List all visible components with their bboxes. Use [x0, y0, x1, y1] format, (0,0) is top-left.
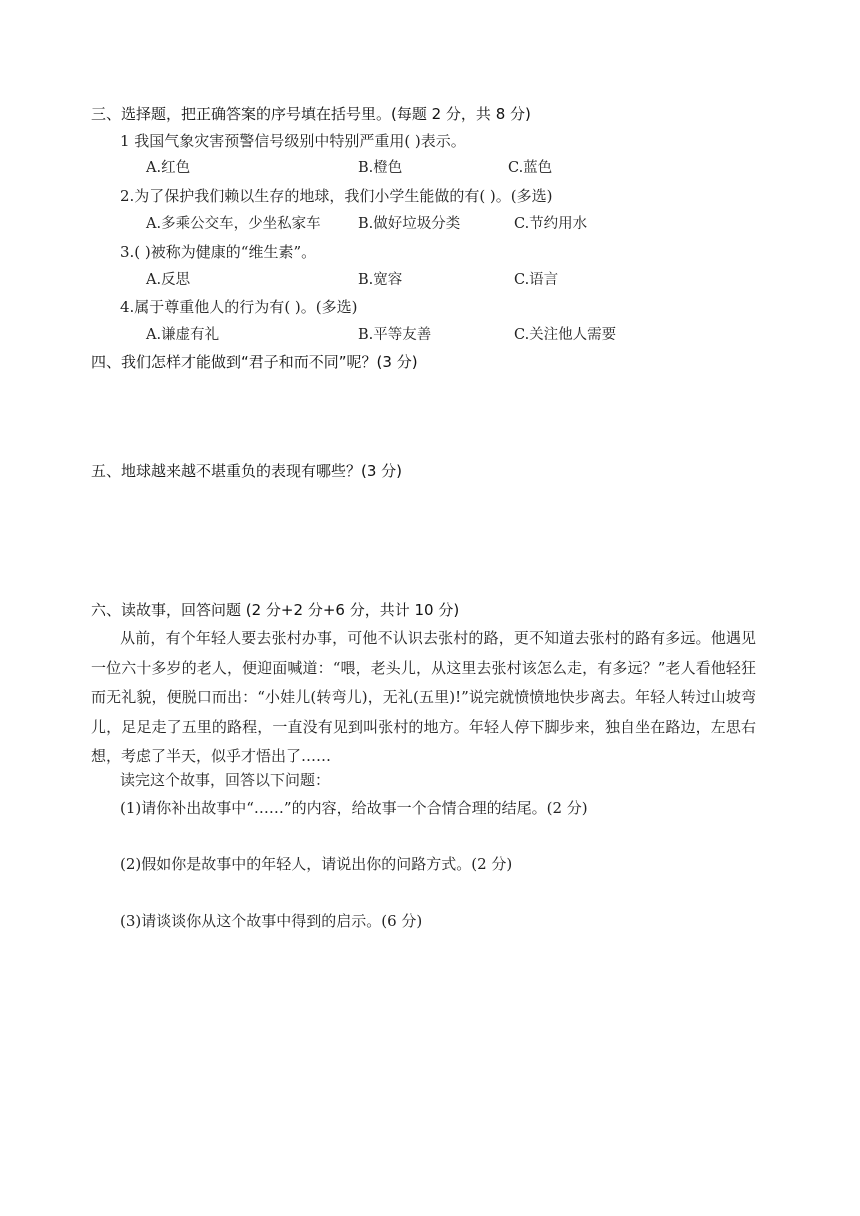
story-question-1: (1)请你补出故事中“……”的内容，给故事一个合情合理的结尾。(2 分)	[120, 799, 588, 817]
option-3-4-b: B.平等友善	[358, 327, 432, 343]
section-4-title: 四、我们怎样才能做到“君子和而不同”呢？(3 分)	[91, 353, 418, 371]
option-3-3-b: B.宽容	[358, 272, 403, 288]
option-3-3-a: A.反思	[146, 272, 191, 288]
question-3-2: 2.为了保护我们赖以生存的地球，我们小学生能做的有( )。(多选)	[120, 187, 553, 205]
option-3-2-b: B.做好垃圾分类	[358, 216, 461, 232]
story-prompt: 读完这个故事，回答以下问题：	[120, 771, 331, 789]
section-6-title: 六、读故事，回答问题 (2 分+2 分+6 分，共计 10 分)	[91, 601, 460, 619]
question-3-3: 3.( )被称为健康的“维生素”。	[120, 243, 317, 261]
question-3-1: 1 我国气象灾害预警信号级别中特别严重用( )表示。	[120, 132, 466, 150]
option-3-4-a: A.谦虚有礼	[146, 327, 220, 343]
option-3-4-c: C.关注他人需要	[514, 327, 617, 343]
option-3-1-a: A.红色	[146, 160, 191, 176]
story-question-3: (3)请谈谈你从这个故事中得到的启示。(6 分)	[120, 912, 423, 930]
story-question-2: (2)假如你是故事中的年轻人，请说出你的问路方式。(2 分)	[120, 855, 513, 873]
story-text: 从前，有个年轻人要去张村办事，可他不认识去张村的路，更不知道去张村的路有多远。他遇见一位六十多岁的老人，便迎面喊道：“喂，老头儿，从这里去张村该怎么走，有多远？”老人看他轻狂而无礼貌，便脱口而出：“小娃儿(转弯儿)，无礼(五里)!”说完就愤愤地快步离去。年轻人转过山坡弯儿，足足走了五里的路程，一直没有见到叫张村的地方。年轻人停下脚步来，独自坐在路边，左思右想，考虑了半天，似乎才悟出了……	[91, 629, 756, 765]
section-5-title: 五、地球越来越不堪重负的表现有哪些？(3 分)	[91, 462, 403, 480]
option-3-2-c: C.节约用水	[514, 216, 588, 232]
question-3-4: 4.属于尊重他人的行为有( )。(多选)	[120, 298, 358, 316]
option-3-2-a: A.多乘公交车，少坐私家车	[146, 216, 321, 232]
option-3-3-c: C.语言	[514, 272, 559, 288]
story-paragraph	[91, 624, 756, 772]
option-3-1-c: C.蓝色	[508, 160, 553, 176]
section-3-title: 三、选择题，把正确答案的序号填在括号里。(每题 2 分，共 8 分)	[91, 105, 531, 123]
option-3-1-b: B.橙色	[358, 160, 403, 176]
